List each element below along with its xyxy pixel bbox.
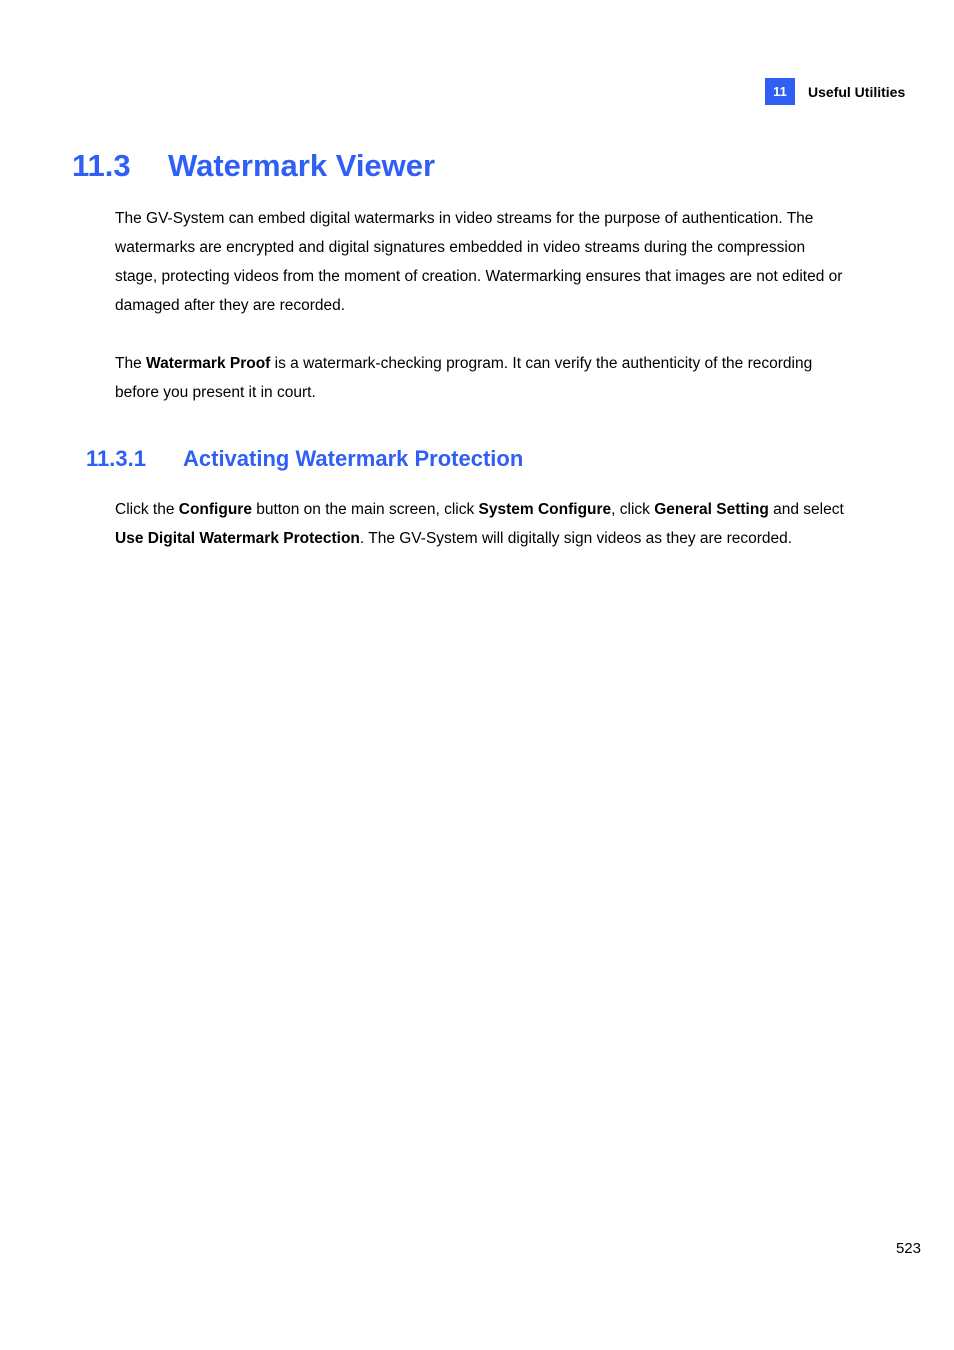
- chapter-title: Useful Utilities: [808, 84, 906, 100]
- section-number: 11.3: [72, 148, 131, 183]
- text-segment: Click the: [115, 501, 179, 518]
- bold-term: Watermark Proof: [146, 355, 271, 372]
- subsection-title: Activating Watermark Protection: [183, 446, 524, 471]
- text-segment: . The GV-System will digitally sign videos as they are recorded.: [359, 530, 793, 547]
- section-title: Watermark Viewer: [168, 148, 436, 183]
- activation-paragraph: [115, 495, 845, 553]
- text-segment: button on the main screen, click: [251, 501, 479, 518]
- bold-term: General Setting: [654, 501, 769, 518]
- watermark-proof-paragraph: [115, 349, 845, 407]
- intro-paragraph: The GV-System can embed digital watermarks in video streams for the purpose of authentication. The watermarks are encrypted and digital signatures embedded in video streams during the compression stage, protecting videos from the moment of creation. Watermarking ensures that images are not edited or damaged after they are recorded.: [115, 210, 843, 314]
- text-segment: , click: [611, 501, 655, 518]
- subsection-number: 11.3.1: [86, 446, 146, 471]
- subsection-heading: [86, 446, 523, 472]
- bold-term: System Configure: [478, 501, 612, 518]
- page-number: 523: [895, 1240, 921, 1257]
- text-segment: The: [115, 355, 147, 372]
- text-segment: is a watermark-checking program. It can verify the authenticity of the recording before you present it in court.: [115, 355, 813, 401]
- chapter-number-badge: 11: [765, 78, 795, 105]
- bold-term: Configure: [178, 501, 252, 518]
- bold-term: Use Digital Watermark Protection: [115, 530, 360, 547]
- text-segment: and select: [768, 501, 844, 518]
- section-heading: [72, 148, 435, 184]
